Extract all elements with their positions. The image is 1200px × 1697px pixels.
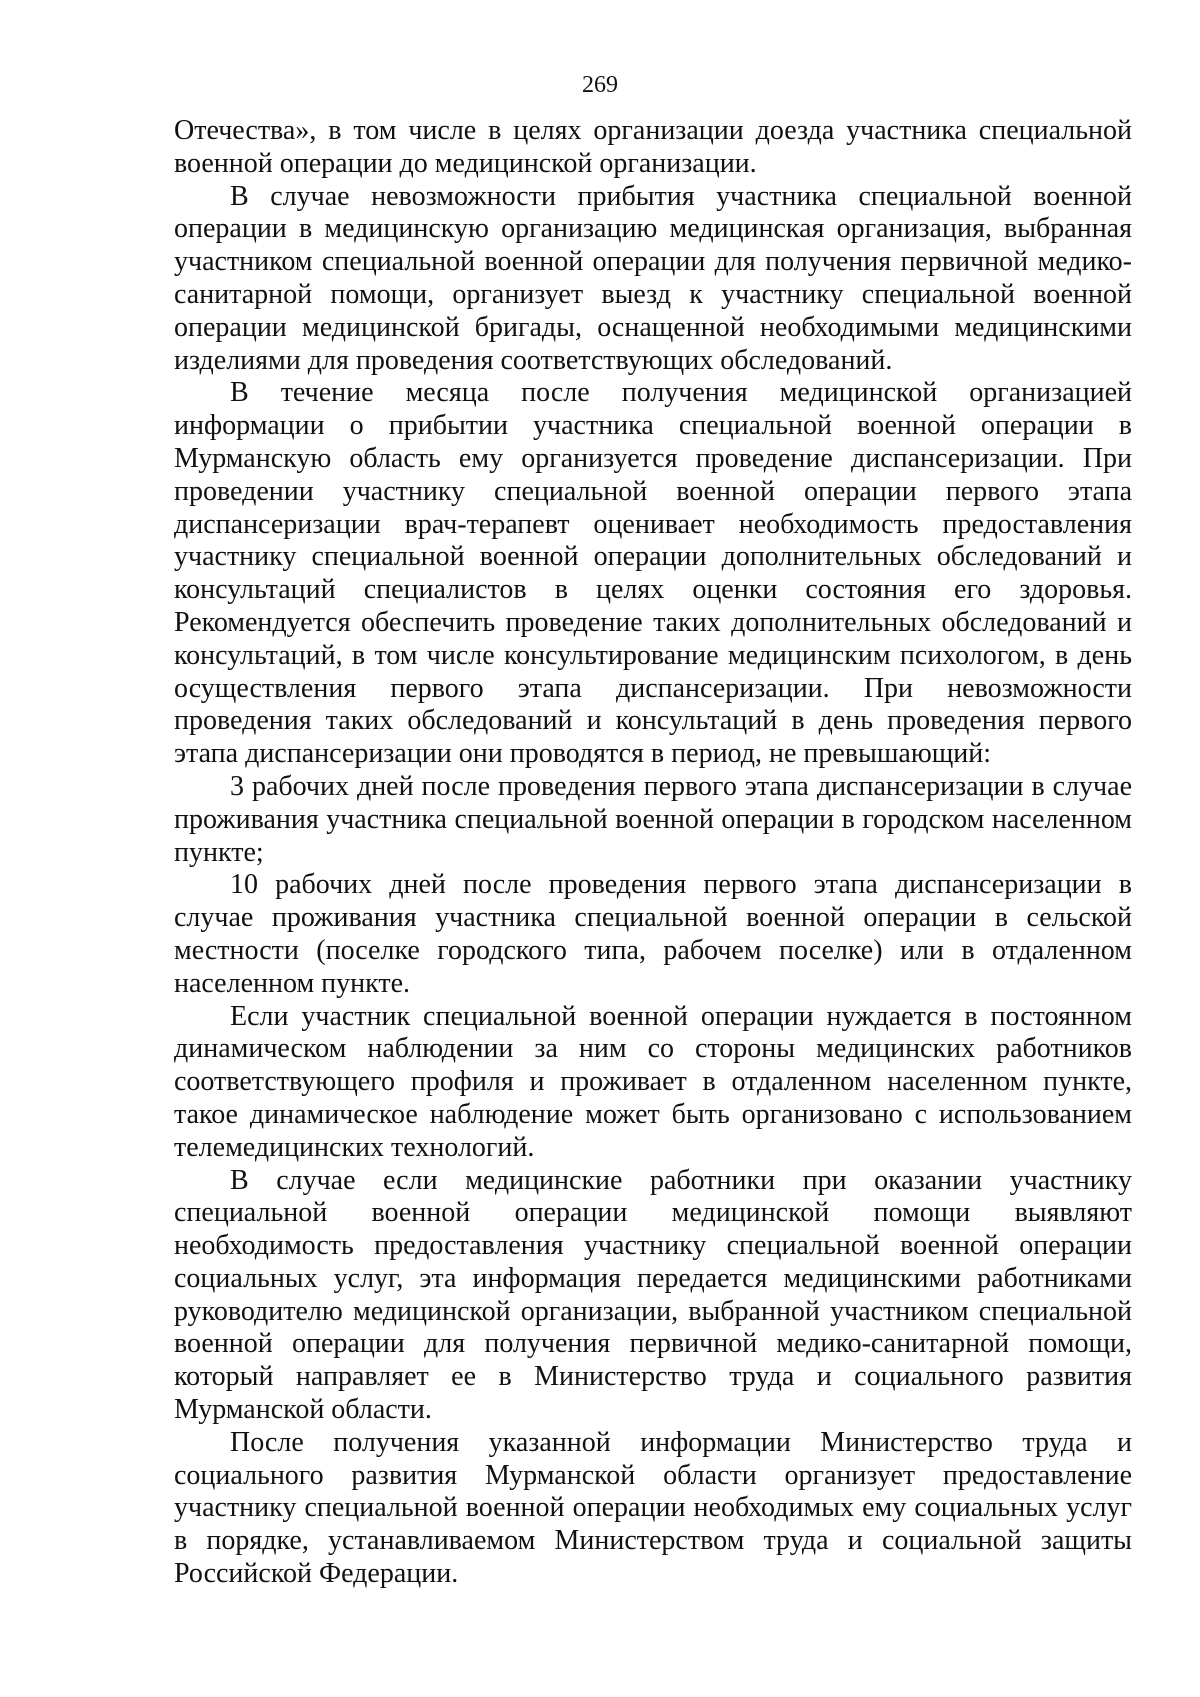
paragraph-continuation: Отечества», в том числе в целях организации доезда участника специальной военной операции до медицинской организации. xyxy=(174,115,1132,179)
paragraph-rural-term: 10 рабочих дней после проведения первого этапа диспансеризации в случае проживания участника специальной военной операции в сельской местности (поселке городского типа, рабочем поселке) или в отдаленном населенном пункте. xyxy=(174,869,1132,999)
document-body xyxy=(174,115,1132,1591)
paragraph-urban-term: 3 рабочих дней после проведения первого этапа диспансеризации в случае проживания участника специальной военной операции в городском населенном пункте; xyxy=(174,770,1132,868)
paragraph-mobile-brigade: В случае невозможности прибытия участника специальной военной операции в медицинскую организацию медицинская организация, выбранная участником специальной военной операции для получения первичной медико-санитарной помощи, организует выезд к участнику специальной военной операции медицинской бригады, оснащенной необходимыми медицинскими изделиями для проведения соответствующих обследований. xyxy=(174,180,1132,376)
paragraph-telemedicine: Если участник специальной военной операции нуждается в постоянном динамическом наблюдении за ним со стороны медицинских работников соответствующего профиля и проживает в отдаленном населенном пункте, такое динамическое наблюдение может быть организовано с использованием телемедицинских технологий. xyxy=(174,1000,1132,1163)
paragraph-dispensary-exam: В течение месяца после получения медицинской организацией информации о прибытии участника специальной военной операции в Мурманскую область ему организуется проведение диспансеризации. При проведении участнику специальной военной операции первого этапа диспансеризации врач-терапевт оценивает необходимость предоставления участнику специальной военной операции дополнительных обследований и консультаций специалистов в целях оценки состояния его здоровья. Рекомендуется обеспечить проведение таких дополнительных обследований и консультаций, в том числе консультирование медицинским психологом, в день осуществления первого этапа диспансеризации. При невозможности проведения таких обследований и консультаций в день проведения первого этапа диспансеризации они проводятся в период, не превышающий: xyxy=(174,377,1132,770)
page-number: 269 xyxy=(582,72,618,98)
paragraph-social-services: В случае если медицинские работники при оказании участнику специальной военной операции медицинской помощи выявляют необходимость предоставления участнику специальной военной операции социальных услуг, эта информация передается медицинскими работниками руководителю медицинской организации, выбранной участником специальной военной операции для получения первичной медико-санитарной помощи, который направляет ее в Министерство труда и социального развития Мурманской области. xyxy=(174,1164,1132,1426)
paragraph-ministry-services: После получения указанной информации Министерство труда и социального развития Мурманской области организует предоставление участнику специальной военной операции необходимых ему социальных услуг в порядке, устанавливаемом Министерством труда и социальной защиты Российской Федерации. xyxy=(174,1426,1132,1590)
